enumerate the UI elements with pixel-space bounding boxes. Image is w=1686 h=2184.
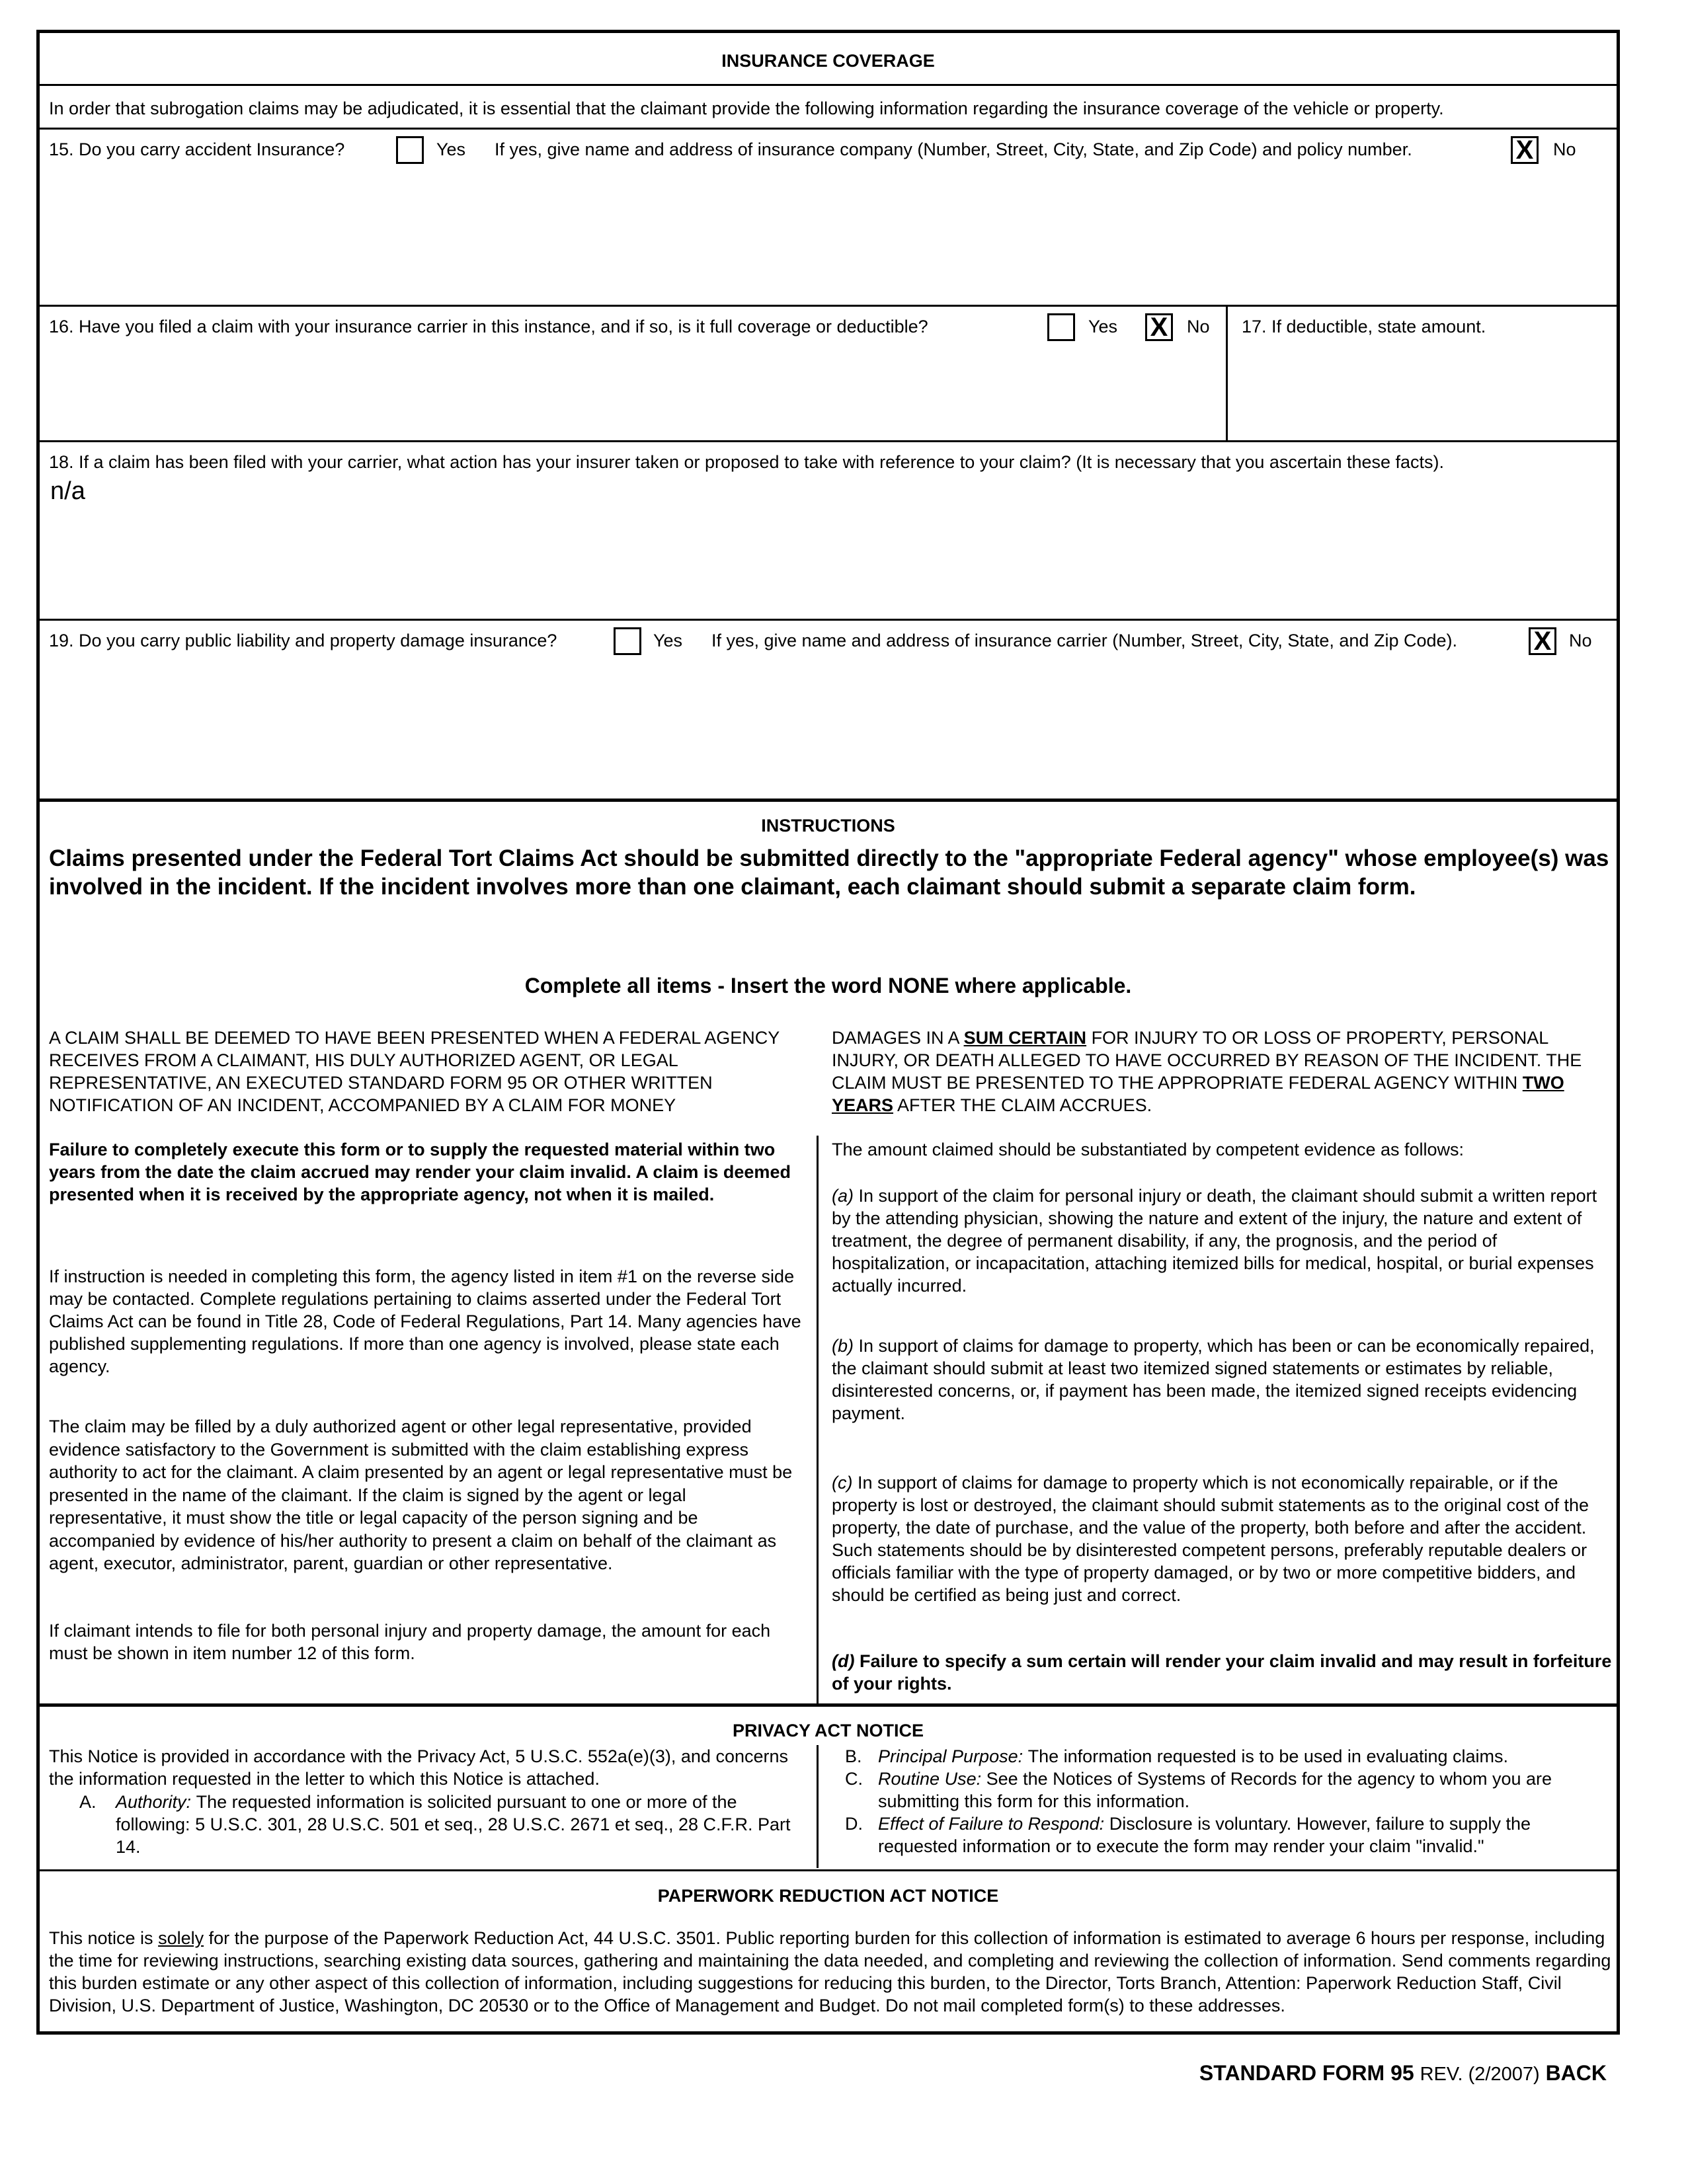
privacy-c-title: Routine Use: (878, 1769, 982, 1789)
q15-detail: If yes, give name and address of insurance company (Number, Street, City, State, and Zip Code) and policy number. (495, 139, 1412, 159)
q15-row (40, 130, 1617, 307)
privacy-b-text: The information requested is to be used in evaluating claims. (1027, 1746, 1509, 1766)
insurance-coverage-title: INSURANCE COVERAGE (721, 51, 935, 71)
q16-no-label: No (1187, 317, 1210, 336)
privacy-bottom-rule (40, 1868, 1617, 1871)
q16-q17-divider (1226, 307, 1228, 442)
claim-right-part-3: AFTER THE CLAIM ACCRUES. (893, 1095, 1152, 1115)
instructions-lead: Claims presented under the Federal Tort Claims Act should be submitted directly to the "appropriate Federal agency" whose employee(s) was involved in the incident. If the incident involves more than one claimant, each claimant should submit a separate claim form. (49, 845, 1609, 900)
claim-right-part-2: FOR INJURY TO OR LOSS OF PROPERTY, PERSONAL INJURY, OR DEATH ALLEGED TO HAVE OCCURRED BY REASON OF THE INCIDENT. THE CLAIM MUST BE PRESENTED TO THE APPROPRIATE FEDERAL AGENCY WITHIN (832, 1028, 1582, 1093)
privacy-a (116, 1791, 803, 1858)
paperwork-text (49, 1927, 1613, 2017)
q16-label: 16. Have you filed a claim with your insurance carrier in this instance, and if so, is it full coverage or deductible? (49, 317, 928, 336)
privacy-c-label: C. (845, 1769, 863, 1789)
claim-right-part-1: DAMAGES IN A (832, 1028, 964, 1048)
instructions-right-intro: The amount claimed should be substantiated by competent evidence as follows: (832, 1140, 1465, 1159)
q16-yes-checkbox[interactable] (1047, 313, 1075, 341)
privacy-left-intro: This Notice is provided in accordance with the Privacy Act, 5 U.S.C. 552a(e)(3), and concerns the information requested in the letter to which this Notice is attached. (49, 1746, 789, 1789)
instructions-left-failure: Failure to completely execute this form or to supply the requested material within two years from the date the claim accrued may render your claim invalid. A claim is deemed presented when it is received by the appropriate agency, not when it is mailed. (49, 1140, 791, 1204)
item-d-text: Failure to specify a sum certain will render your claim invalid and may result in forfeiture of your rights. (832, 1651, 1612, 1694)
q15-label: 15. Do you carry accident Insurance? (49, 139, 345, 159)
instructions-column-divider (817, 1136, 819, 1474)
q19-no-label: No (1569, 631, 1592, 650)
insurance-header-row (40, 33, 1617, 86)
q17-label: 17. If deductible, state amount. (1242, 317, 1486, 336)
standard-form-95-back (36, 30, 1620, 2035)
privacy-c (878, 1768, 1612, 1813)
q18-label: 18. If a claim has been filed with your carrier, what action has your insurer taken or proposed to take with reference to your claim? (It is necessary that you ascertain these facts). (49, 452, 1445, 472)
privacy-d-label: D. (845, 1814, 863, 1834)
q18-answer-field[interactable]: n/a (50, 477, 85, 505)
item-a-label: (a) (832, 1186, 854, 1206)
privacy-a-label: A. (79, 1792, 97, 1812)
instructions-column-divider-lower (817, 1474, 819, 1707)
item-d-label: (d) (832, 1651, 855, 1671)
privacy-d (878, 1813, 1612, 1857)
paperwork-text-2: for the purpose of the Paperwork Reduction Act, 44 U.S.C. 3501. Public reporting burden for this collection of information is estimated to average 6 hours per response, including the time for reviewing instructions, searching existing data sources, gathering and maintaining the data needed, and completing and reviewing the collection of information. Send comments regarding this burden estimate or any other aspect of this collection of information, including suggestions for reducing this burden, to the Director, Torts Branch, Attention: Paperwork Reduction Staff, Civil Division, U.S. Department of Justice, Washington, DC 20530 or to the Office of Management and Budget. Do not mail completed form(s) to these addresses. (49, 1928, 1611, 2015)
insurance-intro-text: In order that subrogation claims may be adjudicated, it is essential that the claimant provide the following information regarding the insurance coverage of the vehicle or property. (49, 98, 1444, 118)
item-b-text: In support of claims for damage to property, which has been or can be economically repaired, the claimant should submit at least two itemized signed statements or estimates by reliable, disinterested concerns, or, if payment has been made, the itemized signed receipts evidencing payment. (832, 1336, 1595, 1423)
instructions-left-both-damages: If claimant intends to file for both personal injury and property damage, the amount for each must be shown in item number 12 of this form. (49, 1621, 771, 1663)
insurance-intro-row (40, 86, 1617, 130)
instructions-left-agent: The claim may be filled by a duly authorized agent or other legal representative, provided evidence satisfactory to the Government is submitted with the claim establishing express authority to act for the claimant. A claim presented by an agent or legal representative must be presented in the name of the claimant. If the claim is signed by the agent or legal representative, it must show the title or legal capacity of the person signing and be accompanied by evidence of his/her authority to present a claim on behalf of the claimant as agent, executor, administrator, parent, guardian or other representative. (49, 1417, 793, 1573)
privacy-a-text: The requested information is solicited pursuant to one or more of the following: 5 U.S.C. 301, 28 U.S.C. 501 et seq., 28 U.S.C. 2671 et seq., 28 C.F.R. Part 14. (116, 1792, 791, 1857)
paperwork-text-1: This notice is (49, 1928, 159, 1948)
privacy-c-text: See the Notices of Systems of Records for the agency to whom you are submitting this form for this information. (878, 1769, 1552, 1811)
instructions-title: INSTRUCTIONS (761, 816, 895, 836)
privacy-a-title: Authority: (116, 1792, 192, 1812)
q19-detail: If yes, give name and address of insurance carrier (Number, Street, City, State, and Zip Code). (711, 631, 1458, 650)
privacy-b-label: B. (845, 1746, 862, 1766)
instructions-right-b (832, 1335, 1612, 1424)
privacy-d-title: Effect of Failure to Respond: (878, 1814, 1105, 1834)
item-c-label: (c) (832, 1473, 853, 1493)
q16-no-checkbox[interactable]: X (1145, 313, 1173, 341)
q19-no-checkbox[interactable]: X (1529, 627, 1556, 655)
sum-certain-emphasis: SUM CERTAIN (963, 1028, 1087, 1048)
paperwork-title: PAPERWORK REDUCTION ACT NOTICE (657, 1886, 999, 1906)
claim-definition-right (832, 1027, 1612, 1116)
q16-q17-row (40, 307, 1617, 442)
form-number: STANDARD FORM 95 (1199, 2061, 1414, 2085)
item-a-text: In support of the claim for personal injury or death, the claimant should submit a written report by the attending physician, showing the nature and extent of the injury, the nature and extent of treatment, the degree of permanent disability, if any, the prognosis, and the period of hospitalization, or incapacitation, attaching itemized bills for medical, hospital, or burial expenses actually incurred. (832, 1186, 1597, 1296)
q15-yes-checkbox[interactable] (396, 136, 424, 164)
q15-no-label: No (1553, 139, 1576, 159)
form-side: BACK (1545, 2061, 1607, 2085)
privacy-b (878, 1745, 1612, 1768)
q19-label: 19. Do you carry public liability and property damage insurance? (49, 631, 557, 650)
paperwork-solely: solely (158, 1928, 204, 1948)
q15-yes-label: Yes (436, 139, 466, 159)
item-b-label: (b) (832, 1336, 854, 1356)
two-years-emphasis: TWO YEARS (832, 1073, 1564, 1115)
instructions-right-c (832, 1471, 1612, 1606)
q19-yes-label: Yes (653, 631, 683, 650)
instructions-bottom-rule (40, 1702, 1617, 1707)
instructions-left-contact-agency: If instruction is needed in completing this form, the agency listed in item #1 on the reverse side may be contacted. Complete regulations pertaining to claims asserted under the Federal Tort Claims Act can be found in Title 28, Code of Federal Regulations, Part 14. Many agencies have published supplementing regulations. If more than one agency is involved, please state each agency. (49, 1267, 801, 1376)
form-footer (1199, 2061, 1607, 2086)
instructions-right-a (832, 1185, 1612, 1297)
form-revision: REV. (2/2007) (1420, 2064, 1540, 2085)
q18-row (40, 442, 1617, 621)
privacy-column-divider (817, 1745, 819, 1868)
q16-yes-label: Yes (1088, 317, 1118, 336)
privacy-d-text: Disclosure is voluntary. However, failure to supply the requested information or to execute the form may render your claim "invalid." (878, 1814, 1531, 1856)
claim-definition-left: A CLAIM SHALL BE DEEMED TO HAVE BEEN PRESENTED WHEN A FEDERAL AGENCY RECEIVES FROM A CLAIMANT, HIS DULY AUTHORIZED AGENT, OR LEGAL REPRESENTATIVE, AN EXECUTED STANDARD FORM 95 OR OTHER WRITTEN NOTIFICATION OF AN INCIDENT, ACCOMPANIED BY A CLAIM FOR MONEY (49, 1028, 780, 1115)
q19-row (40, 621, 1617, 802)
q19-yes-checkbox[interactable] (614, 627, 641, 655)
instructions-right-d (832, 1650, 1612, 1695)
privacy-b-title: Principal Purpose: (878, 1746, 1024, 1766)
instructions-complete-all-items: Complete all items - Insert the word NONE where applicable. (524, 974, 1132, 997)
privacy-act-title: PRIVACY ACT NOTICE (732, 1721, 924, 1740)
q15-no-checkbox[interactable]: X (1511, 136, 1539, 164)
item-c-text: In support of claims for damage to property which is not economically repairable, or if the property is lost or destroyed, the claimant should submit statements as to the original cost of the property, the date of purchase, and the value of the property, both before and after the accident. Such statements should be by disinterested competent persons, preferably reputable dealers or officials familiar with the type of property damaged, or by two or more competitive bidders, and should be certified as being just and correct. (832, 1473, 1589, 1605)
